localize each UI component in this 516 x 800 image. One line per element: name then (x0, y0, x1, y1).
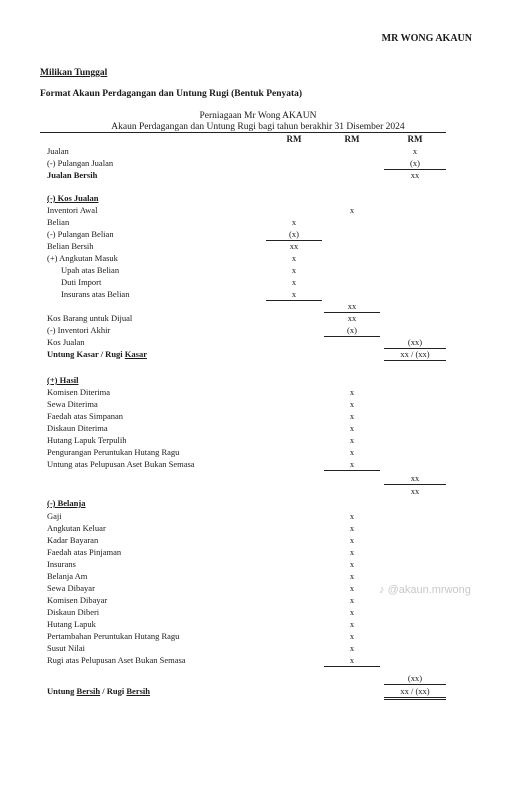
row-label: Belian (47, 217, 70, 227)
row-label: (-) Kos Jualan (47, 193, 99, 203)
row-value: x (349, 619, 355, 629)
row-value: x (349, 205, 355, 215)
table-row (0, 228, 516, 240)
column-header: RM (407, 134, 423, 144)
row-value: x (324, 458, 380, 471)
brand-title: MR WONG AKAUN (381, 33, 472, 44)
table-row (0, 458, 516, 470)
row-value: xx (324, 300, 380, 313)
format-title: Format Akaun Perdagangan dan Untung Rugi (Bentuk Penyata) (40, 89, 303, 99)
table-row (0, 672, 516, 684)
watermark (379, 584, 471, 596)
table-row (0, 534, 516, 546)
row-label: (-) Pulangan Jualan (47, 158, 114, 168)
table-row (0, 288, 516, 300)
row-value: (x) (266, 228, 322, 241)
row-value: x (349, 399, 355, 409)
row-label: Insurans (47, 559, 76, 569)
row-label: Pengurangan Peruntukan Hutang Ragu (47, 447, 180, 457)
row-label: Jualan (47, 146, 69, 156)
row-value: x (349, 535, 355, 545)
table-row (0, 522, 516, 534)
row-value: x (412, 146, 418, 156)
row-value: x (324, 654, 380, 667)
table-row (0, 472, 516, 484)
column-header-row (0, 133, 516, 145)
row-label: (-) Pulangan Belian (47, 229, 114, 239)
row-value: x (291, 265, 297, 275)
table-row (0, 276, 516, 288)
row-label: Belian Bersih (47, 241, 94, 251)
watermark-text: @akaun.mrwong (387, 584, 471, 596)
row-label: Pertambahan Peruntukan Hutang Ragu (47, 631, 180, 641)
table-row (0, 422, 516, 434)
label-part: Kasar (124, 349, 147, 359)
row-label: Diskaun Diterima (47, 423, 108, 433)
row-label: Belanja Am (47, 571, 88, 581)
row-label: Susut Nilai (47, 643, 86, 653)
row-label: Gaji (47, 511, 62, 521)
row-value: (x) (384, 157, 446, 170)
row-value: (x) (324, 324, 380, 337)
table-row (0, 606, 516, 618)
table-row (0, 252, 516, 264)
label-part: Bersih (126, 686, 150, 696)
row-label: Untung atas Pelupusan Aset Bukan Semasa (47, 459, 195, 469)
row-value: x (349, 423, 355, 433)
row-value: x (349, 631, 355, 641)
table-row (0, 169, 516, 181)
row-label: Diskaun Diberi (47, 607, 100, 617)
table-row (0, 654, 516, 666)
table-row (0, 300, 516, 312)
table-row (0, 510, 516, 522)
row-value: x (266, 288, 322, 301)
table-row (0, 485, 516, 497)
tiktok-icon: ♪ (379, 584, 385, 596)
table-row (0, 157, 516, 169)
label-part: Untung (47, 686, 77, 696)
table-row (0, 410, 516, 422)
row-value: xx (289, 241, 299, 251)
row-value: x (291, 253, 297, 263)
table-row (0, 240, 516, 252)
row-value: x (349, 447, 355, 457)
column-header: RM (286, 134, 302, 144)
table-row (0, 558, 516, 570)
table-row (0, 398, 516, 410)
table-row (0, 630, 516, 642)
row-value: x (349, 595, 355, 605)
table-row (0, 324, 516, 336)
table-row (0, 336, 516, 348)
row-label: Sewa Diterima (47, 399, 98, 409)
table-row (0, 312, 516, 324)
row-label: Kos Barang untuk Dijual (47, 313, 133, 323)
row-label: Insurans atas Belian (61, 289, 130, 299)
row-value: x (349, 559, 355, 569)
row-label: Hutang Lapuk Terpulih (47, 435, 127, 445)
row-label: Rugi atas Pelupusan Aset Bukan Semasa (47, 655, 186, 665)
row-value: xx (410, 486, 420, 496)
row-value: xx (384, 472, 446, 485)
row-value: x (349, 547, 355, 557)
net-profit-row (0, 685, 516, 697)
table-row (0, 570, 516, 582)
table-row (0, 546, 516, 558)
row-value: x (291, 277, 297, 287)
row-value: (xx) (384, 336, 446, 349)
row-value: x (349, 583, 355, 593)
row-value: x (349, 387, 355, 397)
section-heading (0, 192, 516, 204)
row-value: xx (347, 313, 357, 323)
row-value: x (349, 607, 355, 617)
label-part: Bersih (76, 686, 101, 696)
table-row (0, 204, 516, 216)
row-label: Angkutan Keluar (47, 523, 106, 533)
row-label: (-) Belanja (47, 498, 86, 508)
gross-profit-row (0, 348, 516, 360)
table-row (0, 618, 516, 630)
label-part: Untung Kasar / Rugi (47, 349, 125, 359)
row-label: Jualan Bersih (47, 170, 98, 180)
table-row (0, 145, 516, 157)
table-row (0, 642, 516, 654)
company-name: Perniagaan Mr Wong AKAUN (199, 111, 317, 121)
row-value: x (349, 411, 355, 421)
table-row (0, 434, 516, 446)
label-part: / Rugi (100, 686, 127, 696)
row-value: xx / (xx) (384, 348, 446, 361)
row-value: x (349, 643, 355, 653)
table-row (0, 216, 516, 228)
row-label: Komisen Dibayar (47, 595, 108, 605)
statement-title: Akaun Perdagangan dan Untung Rugi bagi tahun berakhir 31 Disember 2024 (111, 122, 405, 132)
row-label: Sewa Dibayar (47, 583, 95, 593)
row-value: x (349, 435, 355, 445)
row-label: (+) Angkutan Masuk (47, 253, 118, 263)
row-value: x (349, 571, 355, 581)
row-label: (+) Hasil (47, 375, 79, 385)
row-label: Hutang Lapuk (47, 619, 96, 629)
row-value: (xx) (384, 672, 446, 685)
table-row (0, 264, 516, 276)
row-label: Inventori Awal (47, 205, 98, 215)
table-row (0, 386, 516, 398)
section-heading (0, 374, 516, 386)
row-label: Komisen Diterima (47, 387, 111, 397)
row-label (47, 348, 147, 360)
section-title: Milikan Tunggal (40, 68, 108, 78)
row-label: Kadar Bayaran (47, 535, 99, 545)
row-value: x (349, 523, 355, 533)
column-header: RM (344, 134, 360, 144)
row-label: Duti Import (61, 277, 102, 287)
section-heading (0, 497, 516, 509)
row-label: (-) Inventori Akhir (47, 325, 111, 335)
row-label: Kos Jualan (47, 337, 85, 347)
table-row (0, 446, 516, 458)
row-value: x (291, 217, 297, 227)
row-value: x (349, 511, 355, 521)
row-label (47, 685, 150, 697)
row-value: xx (410, 170, 420, 180)
row-value: xx / (xx) (384, 685, 446, 700)
row-label: Faedah atas Pinjaman (47, 547, 122, 557)
row-label: Faedah atas Simpanan (47, 411, 124, 421)
row-label: Upah atas Belian (61, 265, 120, 275)
